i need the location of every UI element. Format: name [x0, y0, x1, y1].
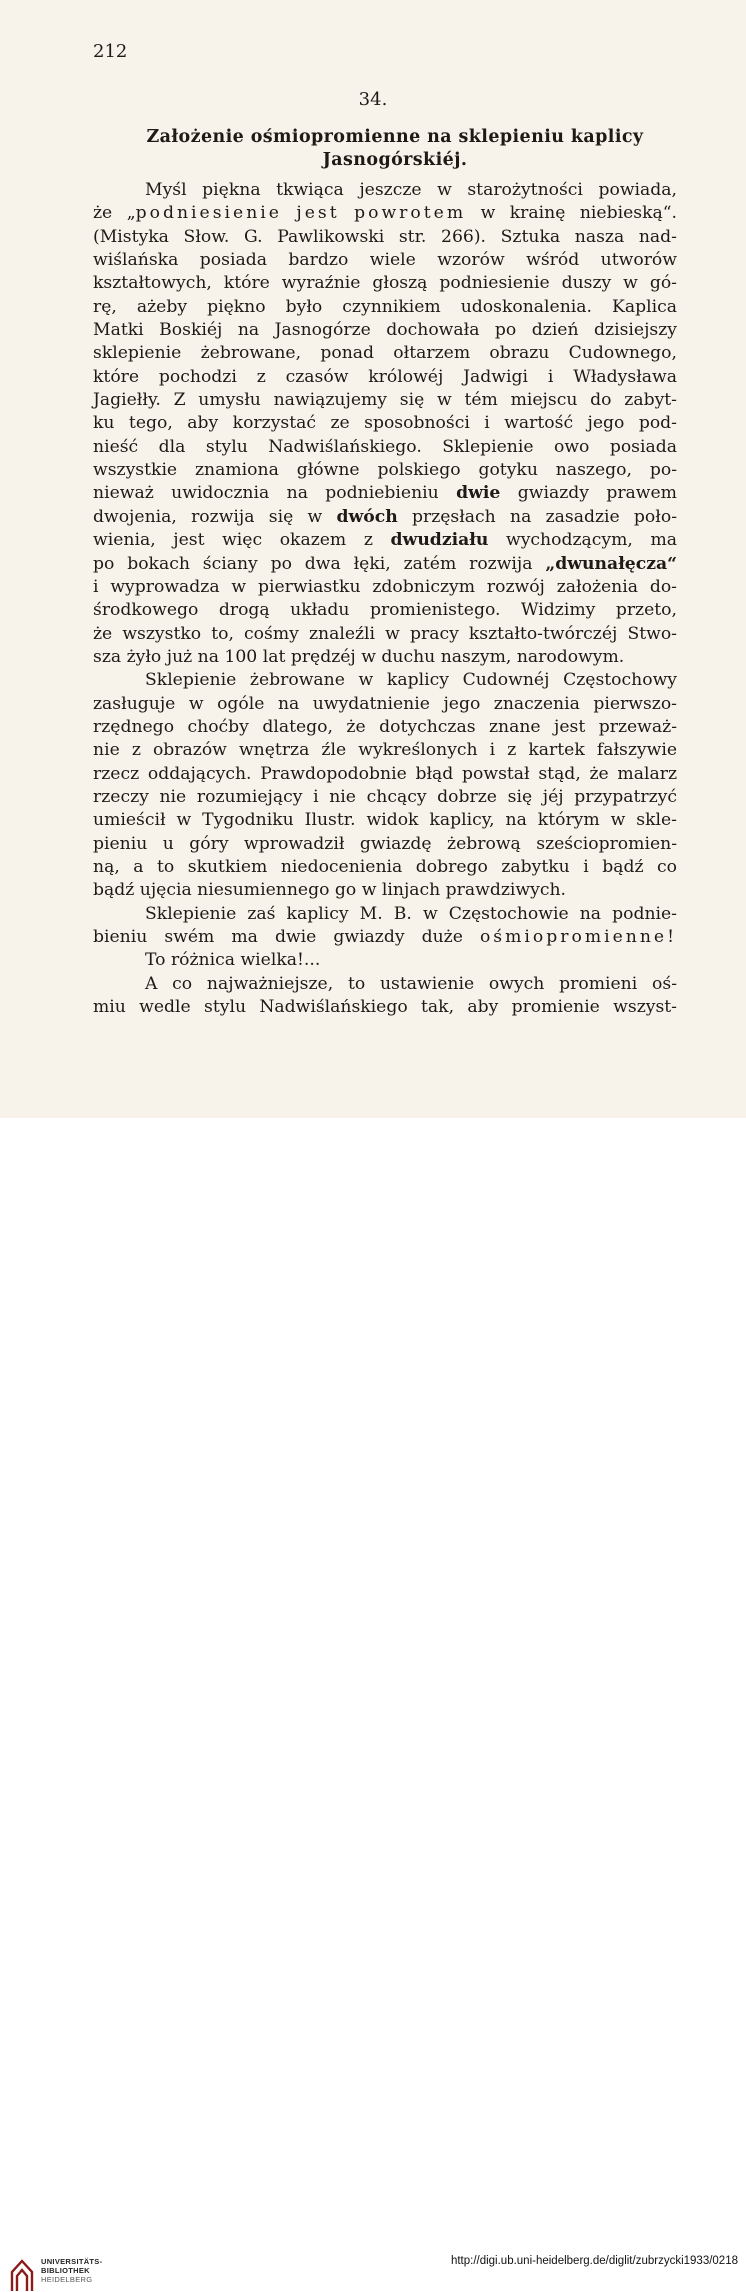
body-line: wszystkie znamiona główne polskiego gotyku naszego, po-: [93, 460, 677, 481]
body-line: ną, a to skutkiem niedocenienia dobrego zabytku i bądź co: [93, 856, 677, 877]
body-line: kształtowych, które wyraźnie głoszą podniesienie duszy w gó-: [93, 273, 677, 294]
body-line: Sklepienie żebrowane w kaplicy Cudownéj Częstochowy: [145, 670, 677, 691]
body-line: rę, ażeby piękno było czynnikiem udoskonalenia. Kaplica: [93, 296, 677, 317]
body-line: że wszystko to, cośmy znaleźli w pracy kształto-twórczéj Stwo-: [93, 623, 677, 644]
body-line: umieścił w Tygodniku Ilustr. widok kaplicy, na którym w skle-: [93, 810, 677, 831]
body-line: wiślańska posiada bardzo wiele wzorów wśród utworów: [93, 250, 677, 271]
body-line: wienia, jest więc okazem z dwudziału wychodzącym, ma: [93, 530, 677, 551]
body-line: zasługuje w ogóle na uwydatnienie jego znaczenia pierwszo-: [93, 693, 677, 714]
body-line: To różnica wielka!...: [145, 950, 321, 971]
body-line: miu wedle stylu Nadwiślańskiego tak, aby promienie wszyst-: [93, 997, 677, 1018]
library-name-line-1: UNIVERSITÄTS-: [41, 2257, 103, 2266]
page-number: 212: [93, 41, 128, 62]
body-line: Myśl piękna tkwiąca jeszcze w starożytności powiada,: [145, 180, 677, 200]
body-line: środkowego drogą układu promienistego. Widzimy przeto,: [93, 600, 677, 621]
body-line: sklepienie żebrowane, ponad ołtarzem obrazu Cudownego,: [93, 343, 677, 364]
body-line: nieważ uwidocznia na podniebieniu dwie gwiazdy prawem: [93, 483, 677, 504]
library-name-line-3: HEIDELBERG: [41, 2275, 93, 2284]
body-line: ku tego, aby korzystać ze sposobności i wartość jego pod-: [93, 413, 677, 434]
body-line: że „podniesienie jest powrotem w krainę niebieską“.: [93, 203, 677, 224]
section-title-line-2: Jasnogórskiéj.: [322, 150, 468, 170]
body-line: dwojenia, rozwija się w dwóch przęsłach na zasadzie poło-: [93, 506, 677, 527]
body-line: rzeczy nie rozumiejący i nie chcący dobrze się jéj przypatrzyć: [93, 786, 677, 807]
body-line: nieść dla stylu Nadwiślańskiego. Sklepienie owo posiada: [93, 436, 677, 457]
section-title-line-1: Założenie ośmiopromienne na sklepieniu kaplicy: [146, 127, 644, 147]
body-line: pieniu u góry wprowadził gwiazdę żebrową sześciopromien-: [93, 833, 677, 854]
body-line: Jagiełły. Z umysłu nawiązujemy się w tém miejscu do zabyt-: [93, 390, 677, 411]
body-text: [93, 179, 677, 1019]
body-line: po bokach ściany po dwa łęki, zatém rozwija „dwunałęcza“: [93, 553, 677, 574]
library-name-line-2: BIBLIOTHEK: [41, 2266, 90, 2275]
body-line: bieniu swém ma dwie gwiazdy duże ośmiopromienne!: [93, 927, 677, 947]
body-line: sza żyło już na 100 lat prędzéj w duchu naszym, narodowym.: [93, 646, 625, 667]
footer-bar: [0, 1118, 746, 2284]
body-line: Matki Boskiéj na Jasnogórze dochowała po dzień dzisiejszy: [93, 320, 677, 341]
body-line: rzecz oddających. Prawdopodobnie błąd powstał stąd, że malarz: [93, 763, 677, 784]
body-line: rzędnego choćby dlatego, że dotychczas znane jest przeważ-: [93, 716, 677, 737]
university-library-logo-icon: [9, 2258, 35, 2292]
body-line: nie z obrazów wnętrza źle wykreślonych i z kartek fałszywie: [93, 740, 677, 761]
body-line: i wyprowadza w pierwiastku zdobniczym rozwój założenia do-: [93, 576, 677, 597]
body-line: (Mistyka Słow. G. Pawlikowski str. 266). Sztuka nasza nad-: [93, 226, 677, 247]
body-line: bądź ujęcia niesumiennego go w linjach prawdziwych.: [93, 880, 566, 901]
section-number: 34.: [358, 89, 388, 110]
body-line: które pochodzi z czasów królowéj Jadwigi i Władysława: [93, 366, 677, 387]
body-line: Sklepienie zaś kaplicy M. B. w Częstochowie na podnie-: [145, 903, 677, 924]
library-name: [41, 2257, 102, 2284]
body-line: A co najważniejsze, to ustawienie owych promieni oś-: [145, 973, 677, 994]
section-title: [90, 126, 700, 172]
permalink-url[interactable]: http://digi.ub.uni-heidelberg.de/diglit/zubrzycki1933/0218: [450, 2255, 738, 2267]
scanned-page: [0, 0, 746, 1118]
